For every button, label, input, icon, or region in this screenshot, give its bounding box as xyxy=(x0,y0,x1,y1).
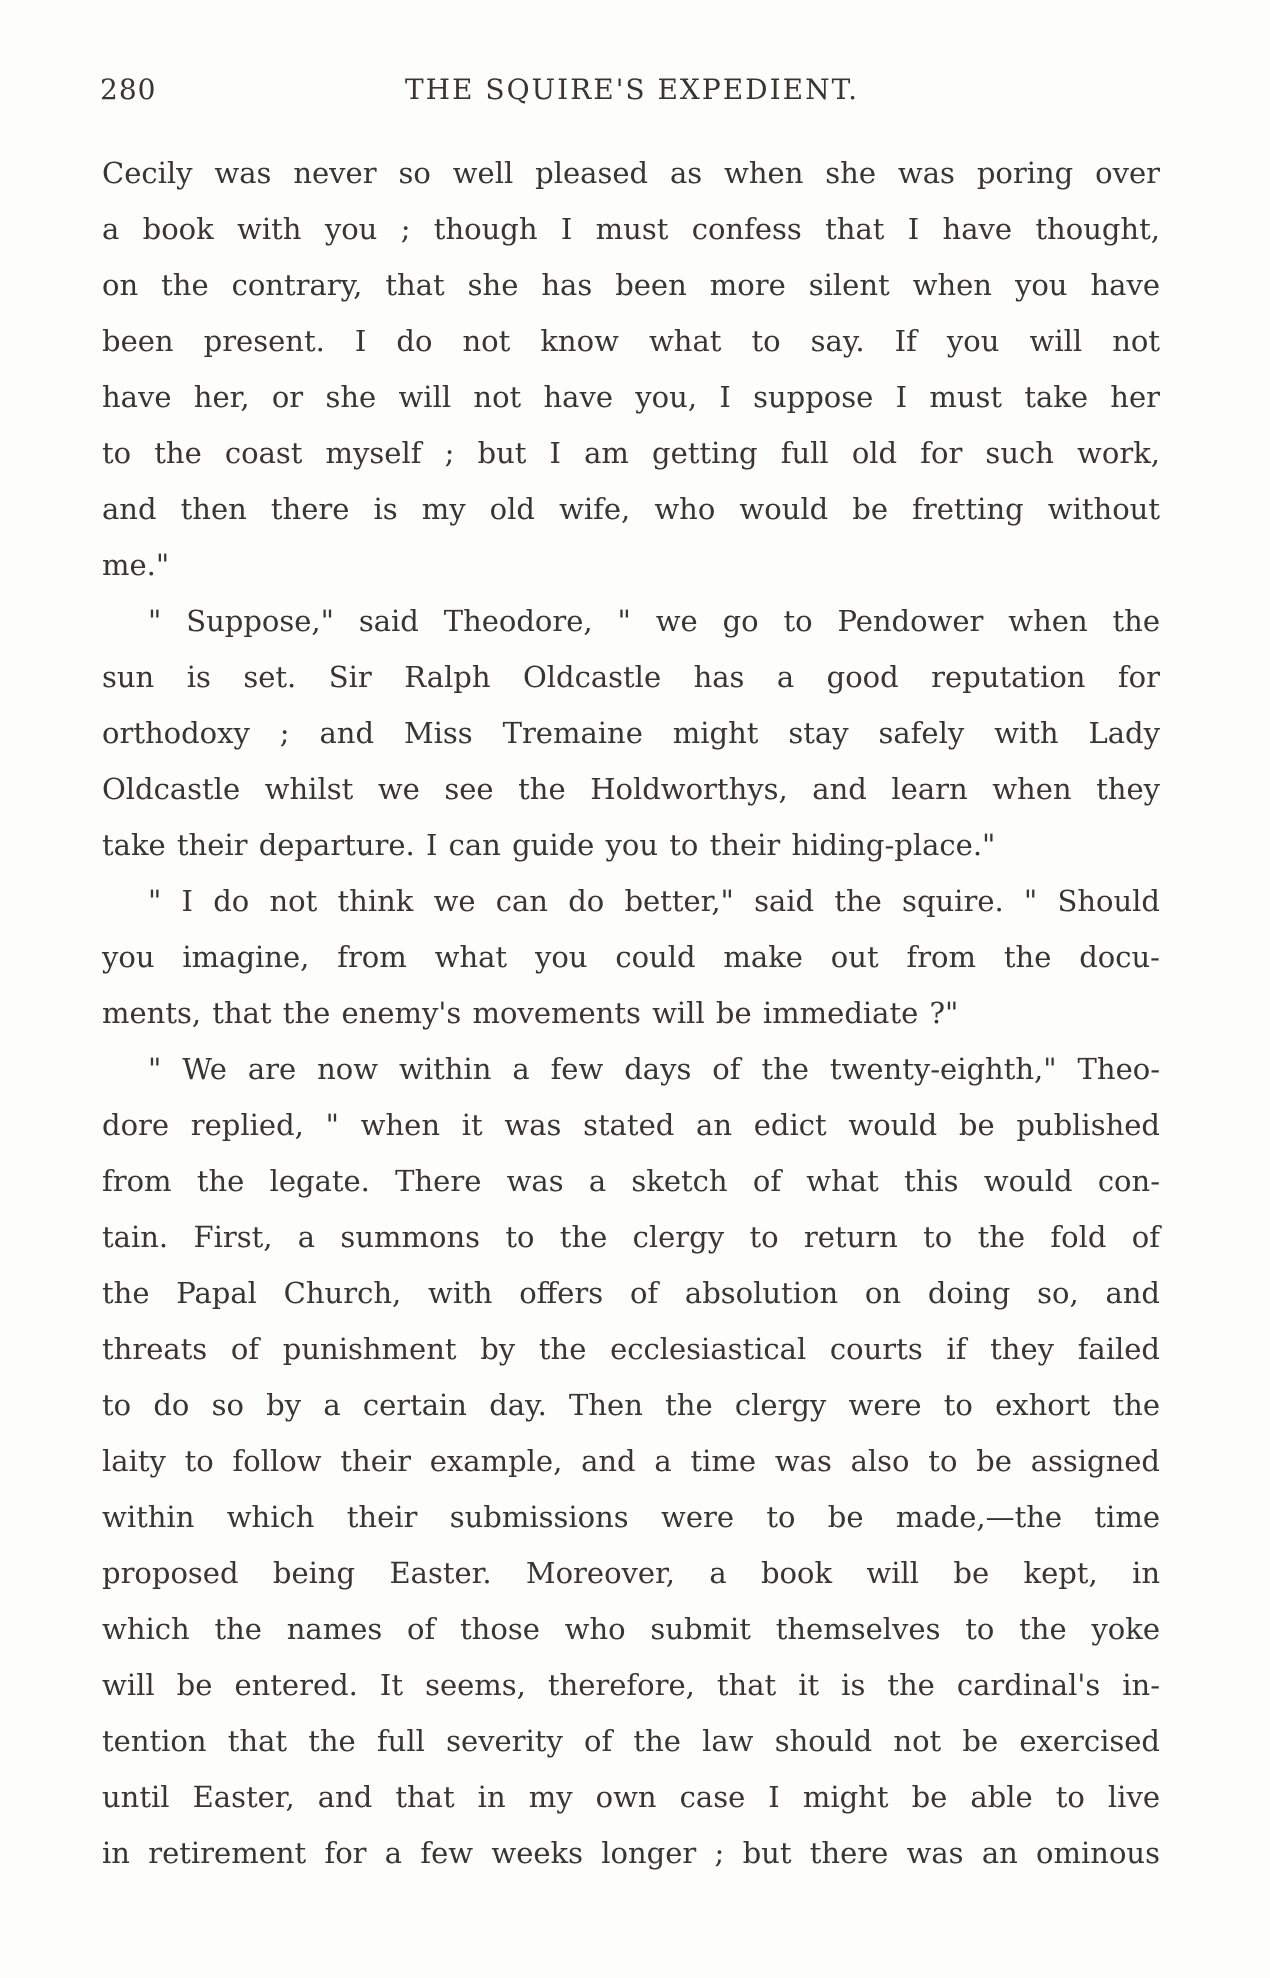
body-text xyxy=(102,145,1160,1881)
text-line: Oldcastle whilst we see the Holdworthys, and learn when they xyxy=(102,772,1160,806)
text-line: in retirement for a few weeks longer ; but there was an ominous xyxy=(102,1836,1160,1870)
text-line: will be entered. It seems, therefore, that it is the cardinal's in- xyxy=(102,1668,1160,1702)
text-line: take their departure. I can guide you to their hiding-place." xyxy=(102,828,996,862)
text-line: a book with you ; though I must confess that I have thought, xyxy=(102,212,1160,246)
text-line: within which their submissions were to be made,—the time xyxy=(102,1500,1160,1534)
text-line: tention that the full severity of the law should not be exercised xyxy=(102,1724,1160,1758)
page-number: 280 xyxy=(100,73,157,106)
text-line: until Easter, and that in my own case I might be able to live xyxy=(102,1780,1160,1814)
running-head xyxy=(100,68,1164,112)
text-line: " Suppose," said Theodore, " we go to Pendower when the xyxy=(148,604,1160,638)
text-line: on the contrary, that she has been more silent when you have xyxy=(102,268,1160,302)
text-line: ments, that the enemy's movements will be immediate ?" xyxy=(102,996,959,1030)
text-line: to do so by a certain day. Then the clergy were to exhort the xyxy=(102,1388,1160,1422)
text-line: have her, or she will not have you, I suppose I must take her xyxy=(102,380,1160,414)
text-line: tain. First, a summons to the clergy to return to the fold of xyxy=(102,1220,1160,1254)
text-line: sun is set. Sir Ralph Oldcastle has a good reputation for xyxy=(102,660,1160,694)
text-line: the Papal Church, with offers of absolution on doing so, and xyxy=(102,1276,1160,1310)
text-line: proposed being Easter. Moreover, a book will be kept, in xyxy=(102,1556,1160,1590)
text-line: from the legate. There was a sketch of what this would con- xyxy=(102,1164,1160,1198)
text-line: you imagine, from what you could make out from the docu- xyxy=(102,940,1160,974)
running-title: THE SQUIRE'S EXPEDIENT. xyxy=(404,73,860,106)
text-line: laity to follow their example, and a time was also to be assigned xyxy=(102,1444,1160,1478)
text-line: " I do not think we can do better," said the squire. " Should xyxy=(148,884,1160,918)
text-line: and then there is my old wife, who would be fretting without xyxy=(102,492,1160,526)
text-line: " We are now within a few days of the twenty-eighth," Theo- xyxy=(148,1052,1160,1086)
text-line: threats of punishment by the ecclesiastical courts if they failed xyxy=(102,1332,1160,1366)
text-line: to the coast myself ; but I am getting full old for such work, xyxy=(102,436,1160,470)
text-line: me." xyxy=(102,548,170,582)
text-line: which the names of those who submit themselves to the yoke xyxy=(102,1612,1160,1646)
text-line: Cecily was never so well pleased as when she was poring over xyxy=(102,156,1160,190)
text-line: been present. I do not know what to say. If you will not xyxy=(102,324,1160,358)
text-line: dore replied, " when it was stated an edict would be published xyxy=(102,1108,1160,1142)
text-line: orthodoxy ; and Miss Tremaine might stay safely with Lady xyxy=(102,716,1160,750)
